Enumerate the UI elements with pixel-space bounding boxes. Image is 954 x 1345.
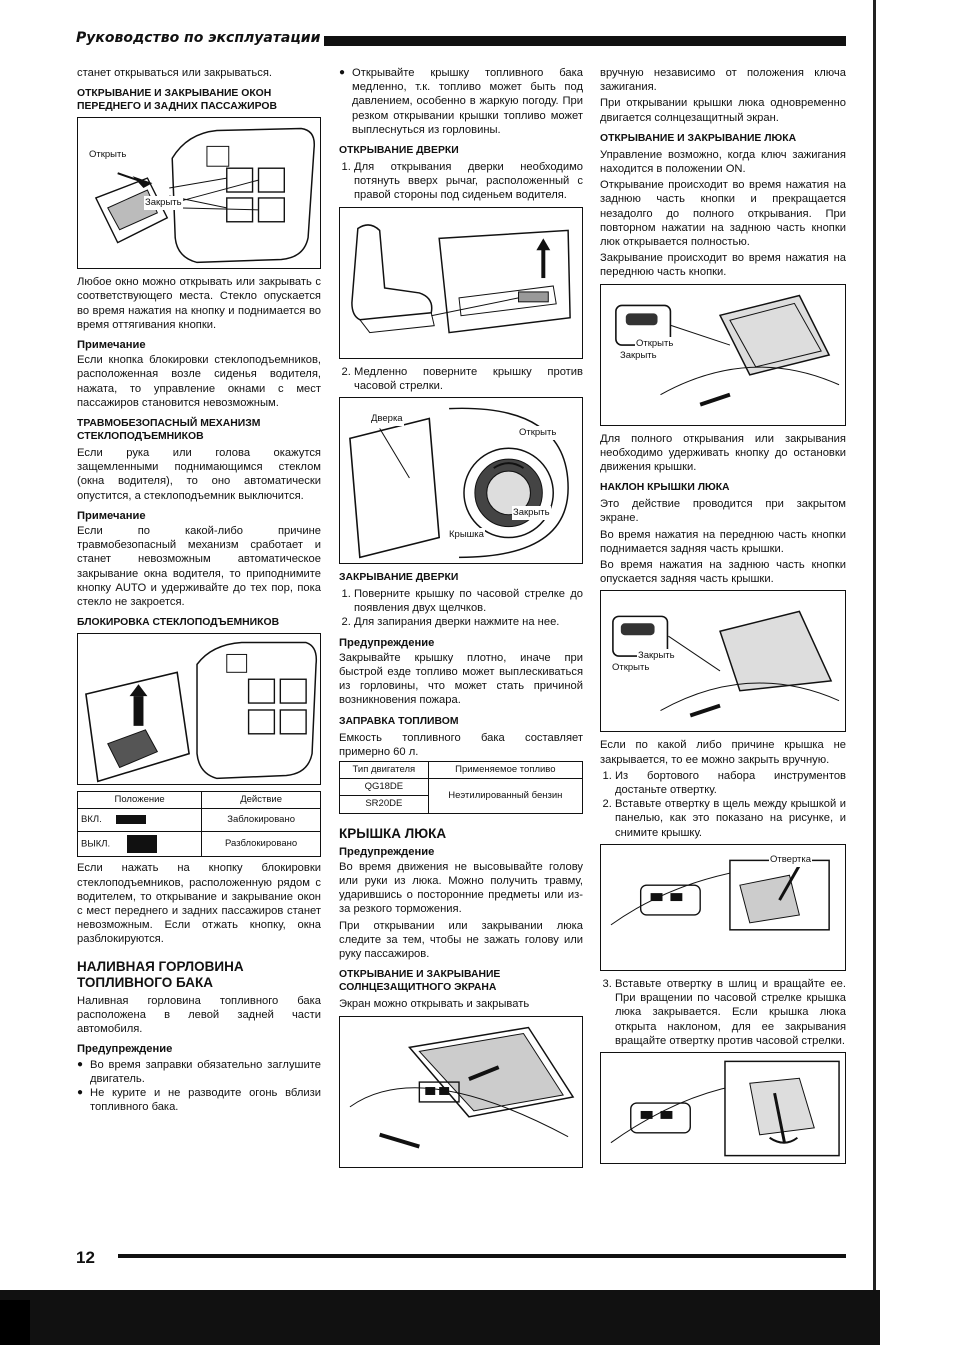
- open-label: Открыть: [611, 661, 650, 675]
- warning-title: Предупреждение: [339, 845, 435, 858]
- screwdriver-rotate-figure: [600, 1052, 846, 1164]
- fuel-cell: Неэтилированный бензин: [428, 779, 582, 813]
- list-item: 1. Поверните крышку по часовой стрелке до появления двух щелчков.: [354, 587, 583, 615]
- close-label: Закрыть: [144, 196, 183, 210]
- paragraph: вручную независимо от положения ключа зажигания.: [600, 67, 846, 94]
- fuel-cap-figure: [339, 397, 583, 564]
- page-header: [76, 30, 846, 52]
- scan-edge-line: [873, 0, 876, 1310]
- table-row: [340, 779, 583, 796]
- open-label: Открыть: [88, 148, 127, 162]
- sunroof-open-figure: [600, 284, 846, 426]
- section-heading: ЗАПРАВКА ТОПЛИВОМ: [339, 715, 459, 727]
- list-item: 1. Для открывания дверки необходимо потянуть вверх рычаг, расположенный с правой стороны под сиденьем водителя.: [354, 160, 583, 203]
- paragraph: Управление возможно, когда ключ зажигания находится в положении ON.: [600, 148, 846, 176]
- table-row: [78, 832, 321, 857]
- window-switch-illustration: [78, 118, 320, 268]
- section-heading: ОТКРЫВАНИЕ И ЗАКРЫВАНИЕ СОЛНЦЕЗАЩИТНОГО ЭКРАНА: [339, 969, 501, 994]
- paragraph: Экран можно открывать и закрывать: [339, 998, 530, 1011]
- table-header: Положение: [78, 792, 202, 809]
- list-item: 1. Из бортового набора инструментов достаньте отвертку.: [615, 769, 846, 797]
- section-heading: ЗАКРЫВАНИЕ ДВЕРКИ: [339, 572, 459, 584]
- list-item: 2. Вставьте отвертку в щель между крышкой и панелью, как это показано на рисунке, и снимите крышку.: [615, 797, 846, 840]
- switch-off-icon: [127, 835, 157, 853]
- sunshade-figure: [339, 1016, 583, 1168]
- list-item: 3. Вставьте отвертку в шлиц и вращайте ее. При вращении по часовой стрелке крышка люка закрывается. Если крышка люка открыта наклоном, для ее закрывания вращайте отвертку против часовой стрелки.: [615, 977, 846, 1048]
- paragraph: Во время нажатия на заднюю часть кнопки опускается задняя часть крышки.: [600, 559, 846, 586]
- screwdriver-rotate-illustration: [601, 1053, 845, 1163]
- close-label: Закрыть: [512, 506, 551, 520]
- paragraph: Открывание происходит во время нажатия на заднюю часть кнопки и прекращается незадолго до полного открывания. При повторном нажатии на заднюю часть кнопки люк открывается полностью.: [600, 179, 846, 249]
- paragraph: Наливная горловина топливного бака расположена в левой задней части автомобиля.: [77, 994, 321, 1036]
- open-label: Открыть: [518, 426, 557, 440]
- sunroof-tilt-figure: [600, 590, 846, 732]
- section-heading-large: НАЛИВНАЯ ГОРЛОВИНА ТОПЛИВНОГО БАКА: [77, 958, 244, 990]
- section-heading: ТРАВМОБЕЗОПАСНЫЙ МЕХАНИЗМ СТЕКЛОПОДЪЕМНИКОВ: [77, 418, 261, 443]
- position-on: ВКЛ.: [81, 814, 102, 826]
- paragraph: Если нажать на кнопку блокировки стеклоподъемников, расположенную рядом с водителем, то открывание и закрывание окон с мест переднего и задних пассажиров станет невозможным. Если отжать кнопку, окна разблокируются.: [77, 862, 321, 946]
- lock-switch-figure: [77, 633, 321, 785]
- list-item: ● Не курите и не разводите огонь вблизи топливного бака.: [90, 1086, 321, 1114]
- paragraph: Если по какой либо причине крышка не закрывается, то ее можно закрыть вручную.: [600, 739, 846, 766]
- paragraph: При открывании крышки люка одновременно двигается солнцезащитный экран.: [600, 97, 846, 124]
- note-title: Примечание: [77, 509, 146, 522]
- paragraph: Закрывание происходит во время нажатия на переднюю часть кнопки.: [600, 252, 846, 279]
- engine-cell: SR20DE: [340, 796, 429, 813]
- footer-rule: [118, 1254, 846, 1258]
- column-3: [600, 66, 846, 1170]
- lever-figure: [339, 207, 583, 359]
- paragraph: Если кнопка блокировки стеклоподъемников, расположенная возле сиденья водителя, нажата, то управление окнами с мест пассажиров становится невозможным.: [77, 354, 321, 409]
- sunshade-illustration: [340, 1017, 582, 1167]
- window-switch-figure: [77, 117, 321, 269]
- paragraph: Любое окно можно открывать или закрывать с соответствующего места. Стекло опускается во время нажатия на кнопку и поднимается во время оттягивания кнопки.: [77, 276, 321, 331]
- table-row: [78, 809, 321, 832]
- lever-illustration: [340, 208, 582, 358]
- cap-label: Крышка: [448, 528, 485, 542]
- page-margin: [878, 0, 954, 1345]
- paragraph: Емкость топливного бака составляет примерно 60 л.: [339, 731, 583, 758]
- section-heading: ОТКРЫВАНИЕ И ЗАКРЫВАНИЕ ЛЮКА: [600, 132, 797, 144]
- header-title: Руководство по эксплуатации: [76, 30, 321, 46]
- door-label: Дверка: [370, 412, 404, 426]
- action-cell: Разблокировано: [202, 832, 321, 857]
- section-heading: БЛОКИРОВКА СТЕКЛОПОДЪЕМНИКОВ: [77, 617, 280, 629]
- close-label: Закрыть: [637, 649, 676, 663]
- switch-on-icon: [116, 815, 146, 824]
- paragraph: Во время нажатия на переднюю часть кнопки поднимается задняя часть крышки.: [600, 528, 846, 555]
- paragraph: Во время движения не высовывайте голову или руки из люка. Можно получить травму, ударившись о посторонние предметы или из-за резкого торможения.: [339, 860, 583, 916]
- position-off: ВЫКЛ.: [81, 838, 111, 850]
- section-heading-large: КРЫШКА ЛЮКА: [339, 825, 447, 841]
- lock-switch-illustration: [78, 634, 320, 784]
- screwdriver-label: Отвертка: [769, 853, 812, 867]
- header-rule: [324, 36, 846, 46]
- section-heading: ОТКРЫВАНИЕ И ЗАКРЫВАНИЕ ОКОН ПЕРЕДНЕГО И ЗАДНИХ ПАССАЖИРОВ: [77, 88, 277, 113]
- intro-text: станет открываться или закрываться.: [77, 67, 272, 79]
- warning-title: Предупреждение: [77, 1043, 173, 1056]
- open-label: Открыть: [635, 337, 674, 351]
- paragraph: Закрывайте крышку плотно, иначе при быстрой езде топливо может выплескиваться из горловины, что может стать причиной возникновения пожара.: [339, 651, 583, 707]
- table-header: Тип двигателя: [340, 762, 429, 779]
- engine-cell: QG18DE: [340, 779, 429, 796]
- list-item: 2. Медленно поверните крышку против часовой стрелки.: [354, 365, 583, 393]
- list-item: ● Во время заправки обязательно заглушите двигатель.: [90, 1058, 321, 1086]
- column-1: [77, 66, 321, 1114]
- section-heading: НАКЛОН КРЫШКИ ЛЮКА: [600, 482, 730, 494]
- column-2: [339, 66, 583, 1174]
- fuel-table: [339, 761, 583, 814]
- paragraph: Для полного открывания или закрывания необходимо удерживать кнопку до остановки движения крышки.: [600, 432, 846, 474]
- scan-corner: [0, 1300, 30, 1345]
- paragraph: Это действие проводится при закрытом экране.: [600, 498, 846, 525]
- action-cell: Заблокировано: [202, 809, 321, 832]
- section-heading: ОТКРЫВАНИЕ ДВЕРКИ: [339, 145, 459, 157]
- paragraph: Если рука или голова окажутся защемленными поднимающимся стеклом (окна водителя), то оно автоматически опустится, а стеклоподъемник выключится.: [77, 447, 321, 502]
- paragraph: При открывании или закрывании люка следите за тем, чтобы не зажать голову или руку пассажиров.: [339, 919, 583, 961]
- screwdriver-figure: [600, 844, 846, 971]
- table-header: Действие: [202, 792, 321, 809]
- close-label: Закрыть: [619, 349, 658, 363]
- list-item: ● Открывайте крышку топливного бака медленно, т.к. топливо может быть под давлением, особенно в жаркую погоду. При резком открывании крышки топливо может выплеснуться из горловины.: [352, 66, 583, 137]
- paragraph: Если по какой-либо причине травмобезопасный механизм сработает и станет невозможным автоматическое закрывание окна водителя, то приподнимите кнопку AUTO и удерживайте до тех пор, пока стекло не закроется.: [77, 525, 321, 609]
- table-header: Применяемое топливо: [428, 762, 582, 779]
- note-title: Примечание: [77, 339, 146, 352]
- lock-table: [77, 791, 321, 857]
- list-item: 2. Для запирания дверки нажмите на нее.: [354, 615, 583, 629]
- scan-bottom-band: [0, 1290, 880, 1345]
- warning-title: Предупреждение: [339, 636, 435, 649]
- page-number: 12: [76, 1248, 95, 1267]
